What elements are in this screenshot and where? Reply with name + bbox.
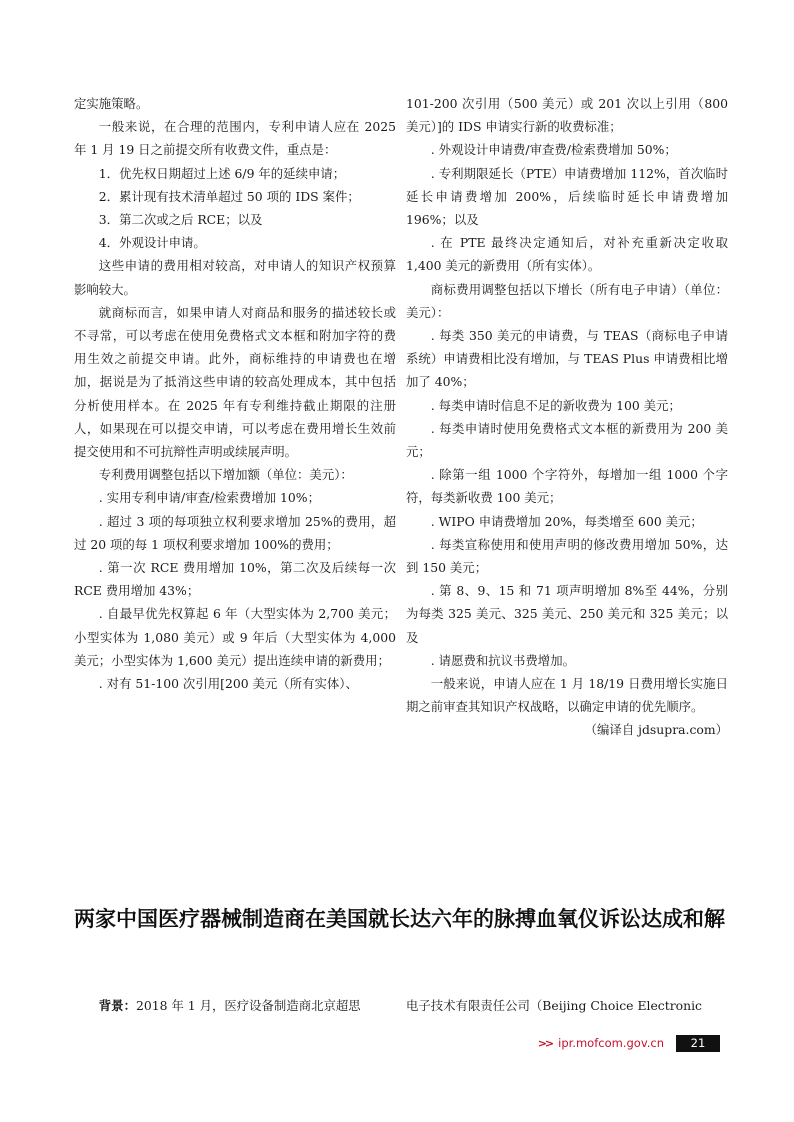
list-item: . 对有 51-100 次引用[200 美元（所有实体）、 — [98, 676, 358, 692]
list-item: . 第一次 RCE 费用增加 10%，第二次及后续每一次 RCE 费用增加 43%； — [74, 560, 396, 599]
paragraph: 一般来说，在合理的范围内，专利申请人应在 2025 年 1 月 19 日之前提交所有收费文件，重点是： — [74, 119, 396, 158]
list-item: . 每类申请时使用免费格式文本框的新费用为 200 美元； — [406, 420, 728, 460]
list-item: 2．累计现有技术清单超过 50 项的 IDS 案件； — [98, 188, 360, 204]
left-column — [74, 92, 396, 695]
list-item: . 每类宣称使用和使用声明的修改费用增加 50%，达到 150 美元； — [406, 536, 728, 576]
paragraph: 定实施策略。 — [74, 96, 149, 111]
paragraph: 专利费用调整包括以下增加额（单位：美元）： — [98, 467, 353, 483]
list-item: . 专利期限延长（PTE）申请费增加 112%，首次临时延长申请费增加 200%，后续临时延长申请费增加 196%；以及 — [406, 165, 728, 228]
right-column — [406, 92, 728, 742]
list-item: . 实用专利申请/审查/检索费增加 10%； — [98, 490, 320, 506]
background-paragraph-continued: 电子技术有限责任公司（Beijing Choice Electronic — [406, 998, 702, 1013]
background-text-left: 2018 年 1 月，医疗设备制造商北京超思 — [135, 998, 361, 1013]
chevron-right-icon: >> — [537, 1036, 553, 1050]
source-note: （编译自 jdsupra.com） — [584, 722, 728, 738]
list-item: . WIPO 申请费增加 20%，每类增至 600 美元； — [430, 513, 703, 529]
list-item: . 在 PTE 最终决定通知后，对补充重新决定收取 1,400 美元的新费用（所有实体）。 — [406, 235, 728, 274]
list-item: 3．第二次或之后 RCE；以及 — [98, 212, 263, 228]
list-item: . 请愿费和抗议书费增加。 — [430, 652, 575, 668]
list-item: 4．外观设计申请。 — [98, 235, 206, 251]
list-item: . 除第一组 1000 个字符外，每增加一组 1000 个字符，每类新收费 100 美元； — [406, 467, 728, 506]
background-paragraph-start — [74, 994, 396, 1017]
list-item: . 每类 350 美元的申请费，与 TEAS（商标电子申请系统）申请费相比没有增加，与 TEAS Plus 申请费相比增加了 40%； — [406, 328, 728, 390]
list-item: . 每类申请时信息不足的新收费为 100 美元； — [430, 397, 681, 413]
background-label: 背景： — [98, 998, 136, 1013]
list-item: 1．优先权日期超过上述 6/9 年的延续申请； — [98, 165, 346, 181]
paragraph: 就商标而言，如果申请人对商品和服务的描述较长或不寻常，可以考虑在使用免费格式文本框和附加字符的费用生效之前提交申请。此外，商标维持的申请费也在增加，据说是为了抵消这些申请的较高处理成本，其中包括分析使用样本。在 2025 年有专利维持截止期限的注册人，如果现在可以提交申请，可以考虑在费用增长生效前提交使用和不可抗辩性声明或续展声明。 — [74, 304, 396, 460]
page-footer — [538, 1034, 720, 1052]
paragraph: 商标费用调整包括以下增长（所有电子申请）（单位：美元）： — [406, 281, 728, 320]
paragraph: 101-200 次引用（500 美元）或 201 次以上引用（800 美元）]的 IDS 申请实行新的收费标准； — [406, 96, 728, 135]
paragraph: 这些申请的费用相对较高，对申请人的知识产权预算影响较大。 — [74, 258, 396, 297]
list-item: . 超过 3 项的每项独立权利要求增加 25%的费用，超过 20 项的每 1 项权利要求增加 100%的费用； — [74, 513, 396, 552]
list-item: . 自最早优先权算起 6 年（大型实体为 2,700 美元；小型实体为 1,080 美元）或 9 年后（大型实体为 4,000 美元；小型实体为 1,600 美元）提出连续申请的新费用； — [74, 606, 396, 668]
paragraph: 一般来说，申请人应在 1 月 18/19 日费用增长实施日期之前审查其知识产权战略，以确定申请的优先顺序。 — [406, 676, 728, 715]
list-item: . 外观设计申请费/审查费/检索费增加 50%； — [430, 142, 677, 158]
page-number: 21 — [676, 1035, 720, 1052]
list-item: . 第 8、9、15 和 71 项声明增加 8%至 44%，分别为每类 325 美元、325 美元、250 美元和 325 美元；以及 — [406, 583, 728, 645]
article-headline: 两家中国医疗器械制造商在美国就长达六年的脉搏血氧仪诉讼达成和解 — [74, 907, 725, 931]
website-url: ipr.mofcom.gov.cn — [558, 1036, 664, 1050]
